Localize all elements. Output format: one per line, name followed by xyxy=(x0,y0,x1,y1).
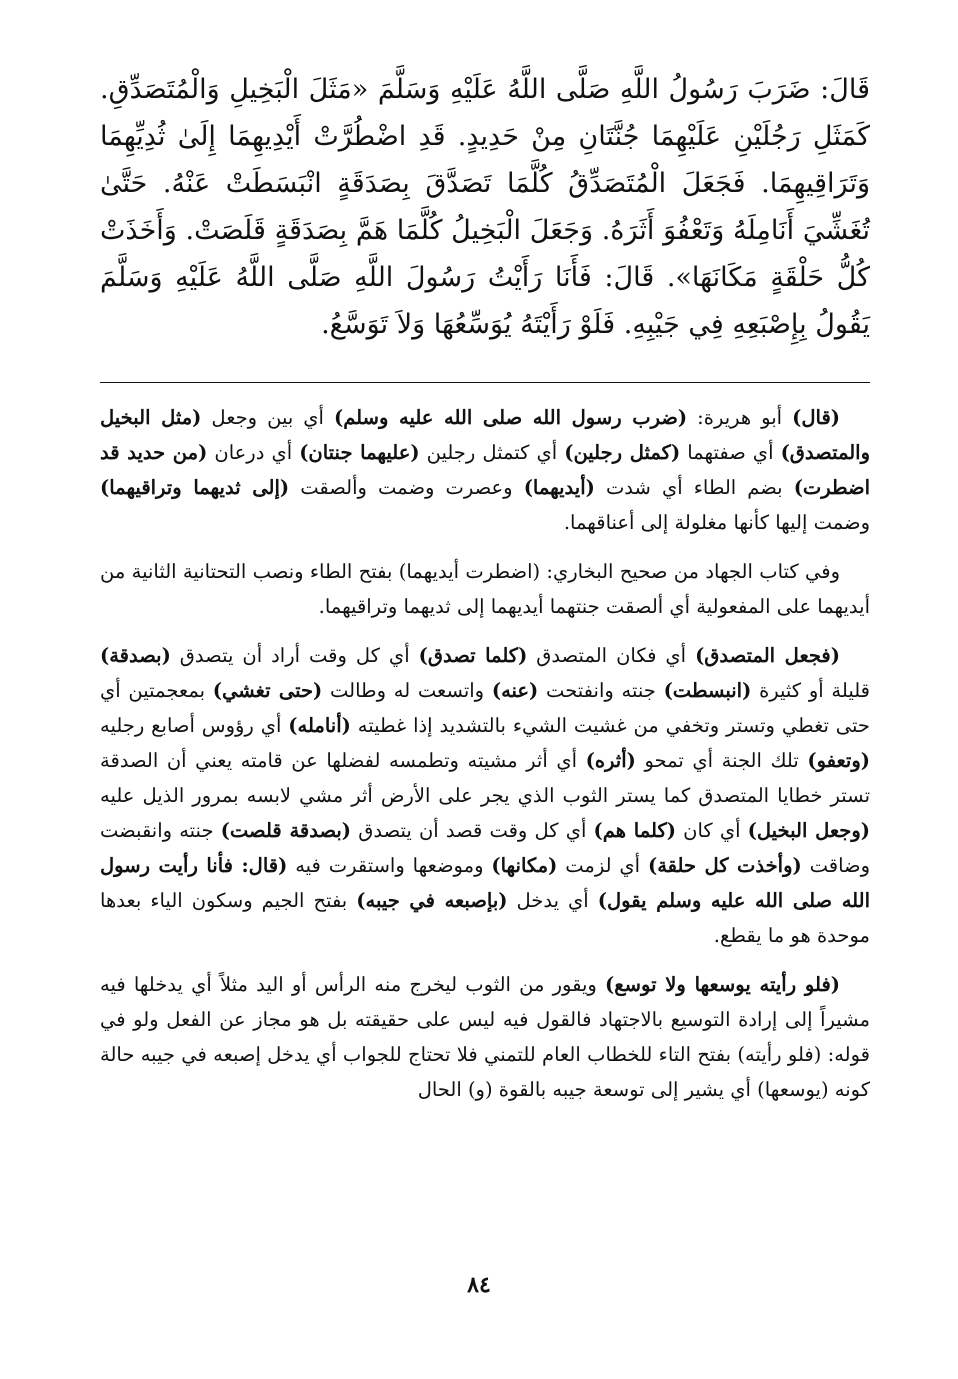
commentary xyxy=(100,400,870,1121)
quoted-term: (كلما تصدق) xyxy=(418,644,528,667)
explanation-text: وضمت إليها كأنها مغلولة إلى أعناقهما. xyxy=(563,511,870,534)
quoted-term: (ضرب رسول الله صلى الله عليه وسلم) xyxy=(333,406,688,429)
explanation-text: جنته وانفتحت xyxy=(538,679,664,702)
quoted-term: (عنه) xyxy=(491,679,539,702)
explanation-text: أي يدخل xyxy=(507,889,598,912)
quoted-term: (من حديد قد اضطرت) xyxy=(100,441,871,499)
quoted-term: (فلو رأيته يوسعها ولا توسع) xyxy=(605,973,840,996)
explanation-text: تلك الجنة أي تمحو xyxy=(635,749,808,772)
explanation-text: وموضعها واستقرت فيه xyxy=(287,854,492,877)
quoted-term: (أيديهما) xyxy=(523,476,595,499)
commentary-paragraph-1 xyxy=(100,400,870,540)
explanation-text: بضم الطاء أي شدت xyxy=(594,476,794,499)
quoted-term: (قال) xyxy=(792,406,841,429)
explanation-text: ويقور من الثوب ليخرج منه الرأس أو اليد مثلاً أي يدخلها فيه مشيراً إلى إرادة التوسيع بالاجتهاد فالقول فيه ليس على حقيقته بل هو مجاز عن الفعل ولو في قوله: (فلو رأيته) بفتح التاء للخطاب العام للتمني فلا تحتاج للجواب أي يدخل إصبعه في جيبه حالة كونه (يوسعها) أي يشير إلى توسعة جيبه بالقوة (و) الحال xyxy=(100,973,870,1101)
explanation-text: أي صفتهما xyxy=(680,441,781,464)
quoted-term: (مثل البخيل والمتصدق) xyxy=(100,406,870,464)
book-page xyxy=(100,66,871,1101)
explanation-text: أي لزمت xyxy=(557,854,648,877)
commentary-paragraph-3 xyxy=(100,638,870,953)
explanation-text: أي بين وجعل xyxy=(201,406,334,429)
page-number: ٨٤ xyxy=(467,1272,491,1298)
footnote-divider xyxy=(100,382,870,383)
quoted-term: (قال: فأنا رأيت رسول الله صلى الله عليه وسلم يقول) xyxy=(100,854,870,912)
explanation-text: أي فكان المتصدق xyxy=(527,644,696,667)
quoted-term: (أثره) xyxy=(585,749,636,772)
commentary-paragraph-4 xyxy=(100,967,870,1107)
explanation-text: بفتح الجيم وسكون الياء بعدها موحدة هو ما يقطع. xyxy=(100,889,870,947)
quoted-term: (حتى تغشي) xyxy=(212,679,323,702)
quoted-term: (انبسطت) xyxy=(663,679,752,702)
explanation-text: أي رؤوس أصابع رجليه xyxy=(100,714,289,737)
explanation-text: أي أثر مشيته وتطمسه لفضلها عن قامته يعني أن الصدقة تستر خطايا المتصدق كما يستر الثوب الذي يجر على الأرض أثر مشي لابسه بمرور الذيل عليه xyxy=(100,749,870,807)
quoted-term: (وتعفو) xyxy=(807,749,871,772)
quoted-term: (وأخذت كل حلقة) xyxy=(647,854,802,877)
hadith-text: قَالَ: ضَرَبَ رَسُولُ اللَّهِ صَلَّى اللَّهُ عَلَيْهِ وَسَلَّمَ «مَثَلَ الْبَخِيلِ وَالْمُتَصَدِّقِ. كَمَثَلِ رَجُلَيْنِ عَلَيْهِمَا جُنَّتَانِ مِنْ حَدِيدٍ. قَدِ اضْطُرَّتْ أَيْدِيهِمَا إِلَىٰ ثُدِيِّهِمَا وَتَرَاقِيهِمَا. فَجَعَلَ الْمُتَصَدِّقُ كُلَّمَا تَصَدَّقَ بِصَدَقَةٍ انْبَسَطَتْ عَنْهُ. حَتَّىٰ تُغَشِّيَ أَنَامِلَهُ وَتَعْفُوَ أَثَرَهُ. وَجَعَلَ الْبَخِيلُ كُلَّمَا هَمَّ بِصَدَقَةٍ قَلَصَتْ. وَأَخَذَتْ كُلُّ حَلْقَةٍ مَكَانَهَا». قَالَ: فَأَنَا رَأَيْتُ رَسُولَ اللَّهِ صَلَّى اللَّهُ عَلَيْهِ وَسَلَّمَ يَقُولُ بِإِصْبَعِهِ فِي جَيْبِهِ. فَلَوْ رَأَيْتَهُ يُوَسِّعُهَا وَلاَ تَوَسَّعُ. xyxy=(100,74,870,340)
explanation-text: أبو هريرة: xyxy=(687,406,793,429)
explanation-text: أي كتمثل رجلين xyxy=(419,441,565,464)
quoted-term: (بإصبعه في جيبه) xyxy=(356,889,508,912)
quoted-term: (كمثل رجلين) xyxy=(564,441,681,464)
explanation-text: بمعجمتين أي حتى تغطي وتستر وتخفي من غشيت الشيء بالتشديد إذا غطيته xyxy=(100,679,870,737)
explanation-text: أي درعان xyxy=(207,441,300,464)
explanation-text: أي كل وقت أراد أن يتصدق xyxy=(170,644,419,667)
quoted-term: (مكانها) xyxy=(491,854,558,877)
explanation-text: وعصرت وضمت وألصقت xyxy=(289,476,524,499)
quoted-term: (عليهما جنتان) xyxy=(299,441,420,464)
explanation-text: قليلة أو كثيرة xyxy=(751,679,871,702)
quoted-term: (بصدقة) xyxy=(100,644,171,667)
quoted-term: (أنامله) xyxy=(288,714,351,737)
quoted-term: (كلما هم) xyxy=(593,819,676,842)
quoted-term: (وجعل البخيل) xyxy=(747,819,870,842)
explanation-text: جنته وانقبضت وضاقت xyxy=(100,819,870,877)
explanation-text: أي كان xyxy=(675,819,748,842)
explanation-text: واتسعت له وطالت xyxy=(322,679,492,702)
quoted-term: (إلى ثديهما وتراقيهما) xyxy=(100,476,290,499)
commentary-paragraph-2: وفي كتاب الجهاد من صحيح البخاري: (اضطرت أيديهما) بفتح الطاء ونصب التحتانية الثانية من أيديهما على المفعولية أي ألصقت جنتهما أيديهما إلى ثديهما وتراقيهما. xyxy=(100,560,870,618)
quoted-term: (بصدقة قلصت) xyxy=(220,819,352,842)
explanation-text: أي كل وقت قصد أن يتصدق xyxy=(351,819,594,842)
quoted-term: (فجعل المتصدق) xyxy=(695,644,840,667)
